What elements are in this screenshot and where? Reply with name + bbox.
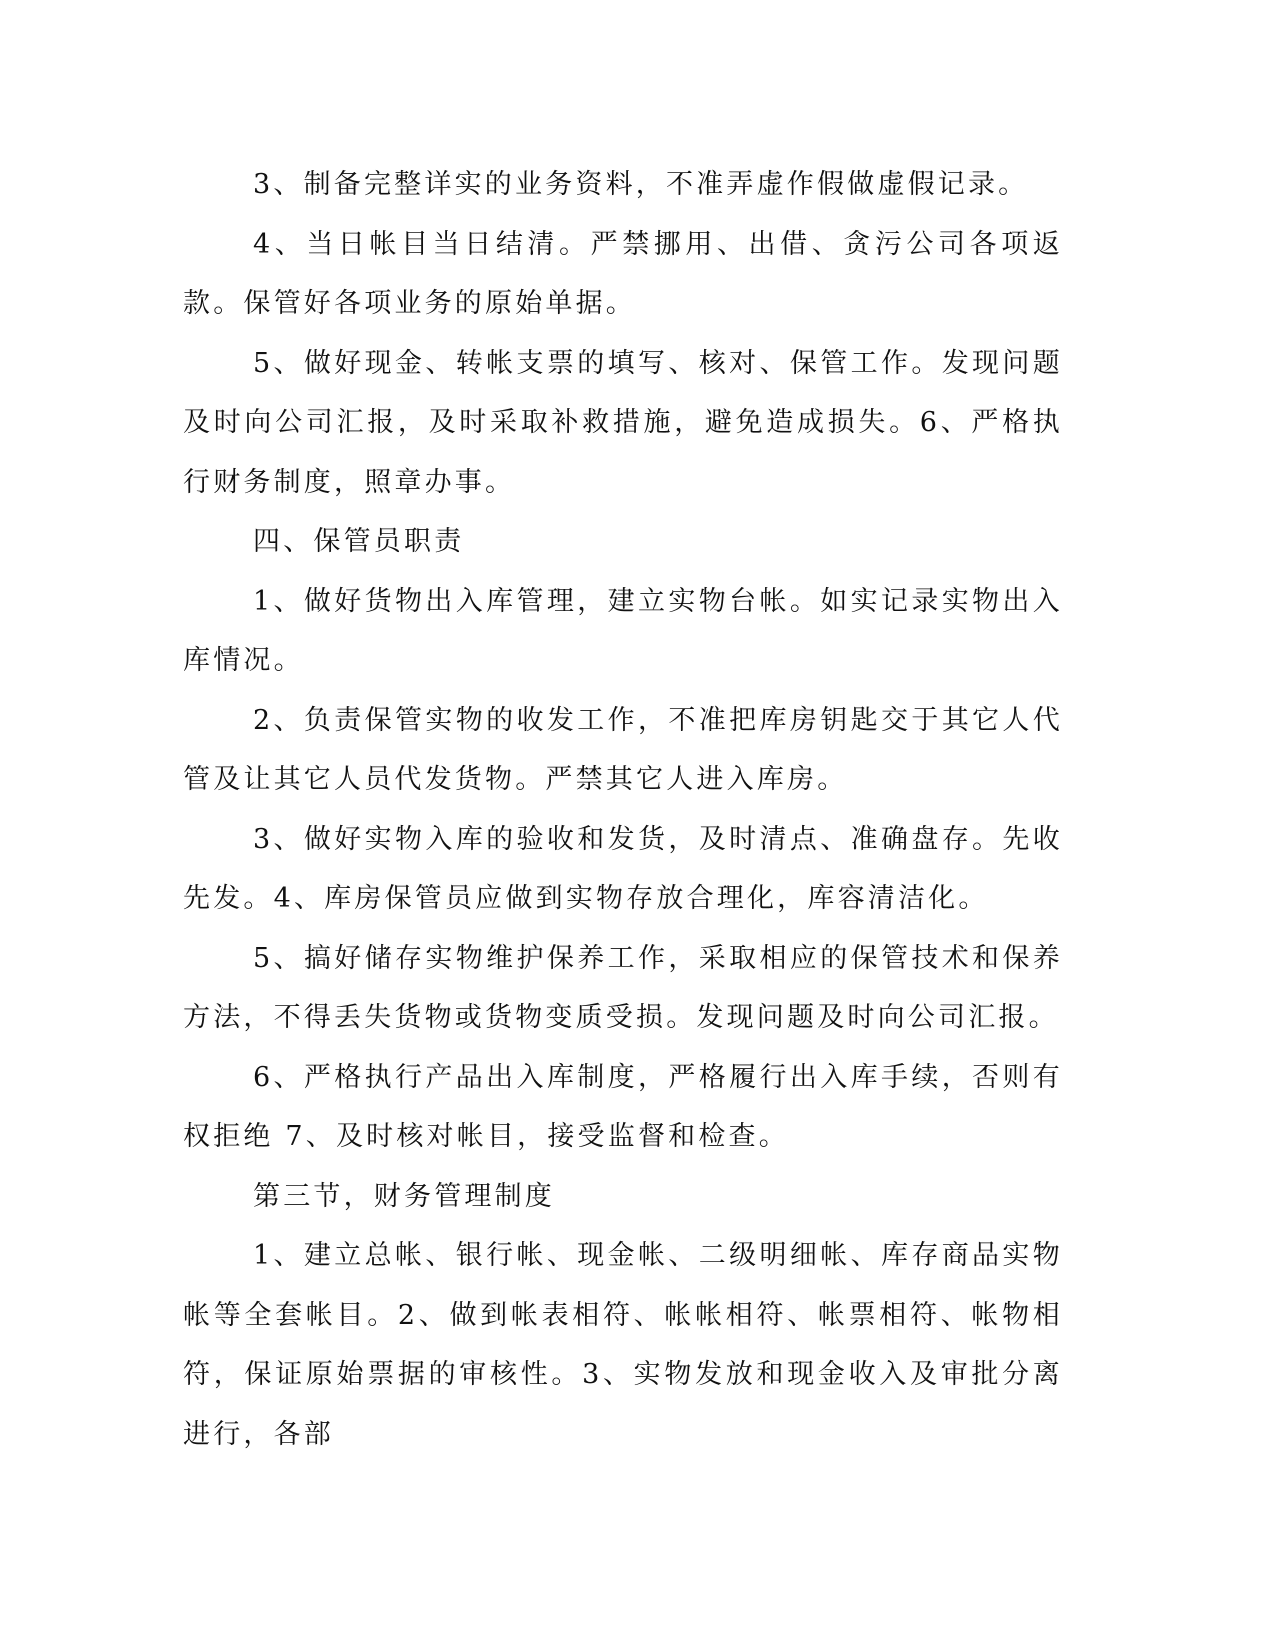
paragraph-keeper-2: 2、负责保管实物的收发工作，不准把库房钥匙交于其它人代管及让其它人员代发货物。严禁其它人进入库房。 (183, 704, 1063, 795)
paragraph-keeper-5: 5、搞好储存实物维护保养工作，采取相应的保管技术和保养方法，不得丢失货物或货物变质受损。发现问题及时向公司汇报。 (183, 942, 1063, 1033)
paragraph-keeper-1: 1、做好货物出入库管理，建立实物台帐。如实记录实物出入库情况。 (183, 585, 1063, 676)
section-heading-keeper-duties: 四、保管员职责 (253, 526, 465, 557)
paragraph-keeper-3-4: 3、做好实物入库的验收和发货，及时清点、准确盘存。先收先发。4、库房保管员应做到实物存放合理化，库容清洁化。 (183, 823, 1063, 914)
section-heading-finance-system: 第三节，财务管理制度 (253, 1180, 555, 1212)
paragraph-finance-1-3: 1、建立总帐、银行帐、现金帐、二级明细帐、库存商品实物帐等全套帐目。2、做到帐表相符、帐帐相符、帐票相符、帐物相符，保证原始票据的审核性。3、实物发放和现金收入及审批分离进行，各部 (183, 1240, 1063, 1450)
document-body (183, 155, 1063, 1464)
paragraph-item-3: 3、制备完整详实的业务资料，不准弄虚作假做虚假记录。 (253, 169, 1029, 200)
paragraph-keeper-6-7: 6、严格执行产品出入库制度，严格履行出入库手续，否则有权拒绝 7、及时核对帐目，接受监督和检查。 (183, 1061, 1063, 1152)
paragraph-item-4: 4、当日帐目当日结清。严禁挪用、出借、贪污公司各项返款。保管好各项业务的原始单据。 (183, 228, 1063, 319)
paragraph-item-5-6: 5、做好现金、转帐支票的填写、核对、保管工作。发现问题及时向公司汇报，及时采取补救措施，避免造成损失。6、严格执行财务制度，照章办事。 (183, 347, 1063, 498)
